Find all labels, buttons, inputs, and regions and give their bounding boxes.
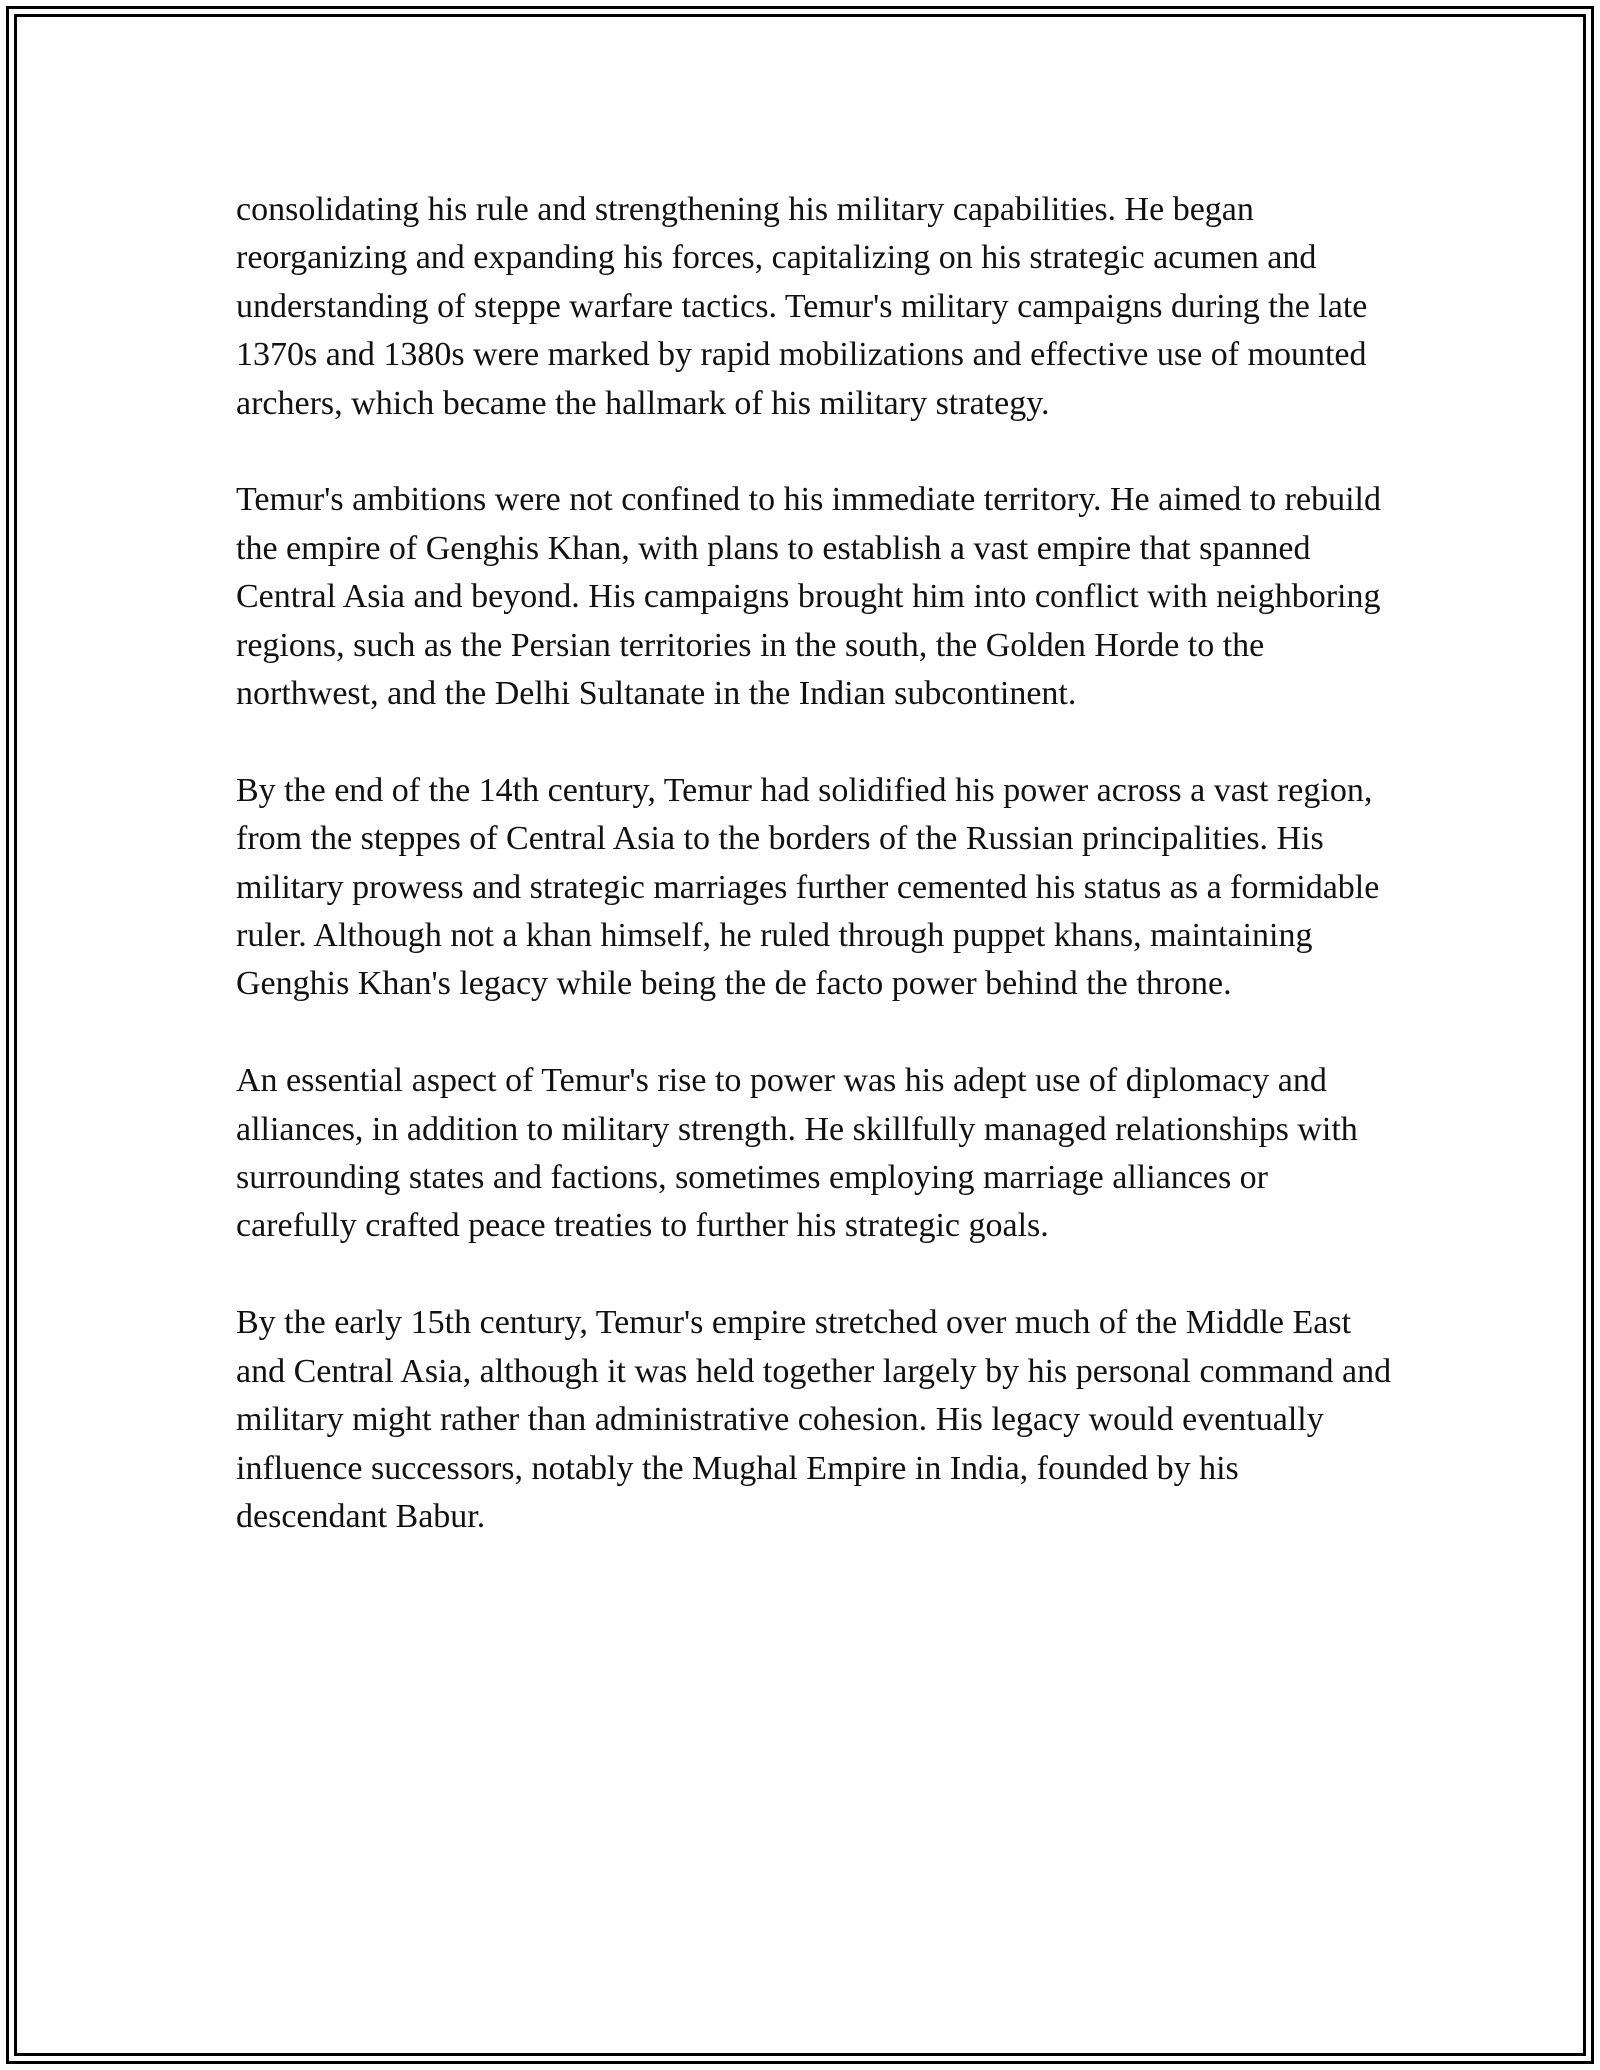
document-body [236,186,1396,1590]
paragraph: By the early 15th century, Temur's empire stretched over much of the Middle East and Central Asia, although it was held together largely by his personal command and military might rather than administrative cohesion. His legacy would eventually influence successors, notably the Mughal Empire in India, founded by his descendant Babur. [236,1304,1392,1535]
paragraph: By the end of the 14th century, Temur had solidified his power across a vast region, from the steppes of Central Asia to the borders of the Russian principalities. His military prowess and strategic marriages further cemented his status as a formidable ruler. Although not a khan himself, he ruled through puppet khans, maintaining Genghis Khan's legacy while being the de facto power behind the throne. [236,771,1380,1003]
paragraph: Temur's ambitions were not confined to his immediate territory. He aimed to rebuild the empire of Genghis Khan, with plans to establish a vast empire that spanned Central Asia and beyond. His campaigns brought him into conflict with neighboring regions, such as the Persian territories in the south, the Golden Horde to the northwest, and the Delhi Sultanate in the Indian subcontinent. [236,481,1381,713]
paragraph: consolidating his rule and strengthening his military capabilities. He began reorganizing and expanding his forces, capitalizing on his strategic acumen and understanding of steppe warfare tactics. Temur's military campaigns during the late 1370s and 1380s were marked by rapid mobilizations and effective use of mounted archers, which became the hallmark of his military strategy. [236,191,1368,422]
paragraph: An essential aspect of Temur's rise to power was his adept use of diplomacy and alliances, in addition to military strength. He skillfully managed relationships with surrounding states and factions, sometimes employing marriage alliances or carefully crafted peace treaties to further his strategic goals. [236,1062,1358,1245]
